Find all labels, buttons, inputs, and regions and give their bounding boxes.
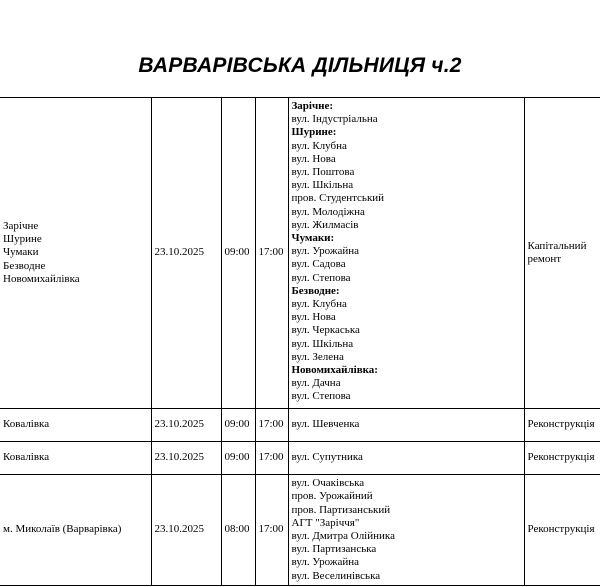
street-name: вул. Шкільна [291, 337, 354, 350]
work-type-cell: Капітальний ремонт [524, 98, 600, 409]
street-name: вул. Жилмасів [291, 218, 359, 231]
settlement-header: Чумаки: [291, 232, 335, 245]
settlement-header: Безводне: [291, 284, 340, 297]
start-time-cell: 08:00 [221, 475, 255, 586]
settlements-cell [0, 98, 151, 409]
end-time-cell: 17:00 [255, 442, 288, 475]
table-row [0, 98, 600, 409]
settlement-name: Безводне [3, 259, 46, 272]
settlement-header: Новомихайлівка: [291, 364, 378, 377]
street-name: вул. Степова [291, 390, 351, 403]
start-time-cell: 09:00 [221, 409, 255, 442]
date-cell: 23.10.2025 [151, 409, 221, 442]
work-type-cell: Реконструкція [524, 409, 600, 442]
settlement-name: Шурине [3, 233, 42, 246]
work-type-cell: Реконструкція [524, 475, 600, 586]
table-row [0, 409, 600, 442]
page-title: ВАРВАРІВСЬКА ДІЛЬНИЦЯ ч.2 [138, 54, 462, 77]
table-row [0, 475, 600, 586]
settlements-cell [0, 409, 151, 442]
settlement-header: Шурине: [291, 126, 337, 139]
street-name: пров. Урожайний [291, 490, 373, 503]
start-time-cell: 09:00 [221, 442, 255, 475]
addresses-cell [288, 98, 524, 409]
street-name: вул. Шкільна [291, 179, 354, 192]
street-name: вул. Садова [291, 258, 346, 271]
street-name: вул. Урожайна [291, 556, 360, 569]
street-name: вул. Клубна [291, 298, 347, 311]
street-name: вул. Черкаська [291, 324, 360, 337]
settlement-name: Ковалівка [3, 418, 50, 431]
settlement-header: Зарічне: [291, 100, 334, 112]
work-type-cell: Реконструкція [524, 442, 600, 475]
street-name: АГТ "Заріччя" [291, 516, 360, 529]
outage-schedule-table [0, 97, 600, 586]
street-name: пров. Студентський [291, 192, 385, 205]
street-name: вул. Урожайна [291, 245, 360, 258]
street-name: вул. Очаківська [291, 477, 365, 490]
end-time-cell: 17:00 [255, 409, 288, 442]
street-name: вул. Супутника [291, 451, 363, 464]
settlement-name: Чумаки [3, 246, 39, 259]
addresses-cell [288, 475, 524, 586]
street-name: вул. Молодіжна [291, 205, 365, 218]
start-time-cell: 09:00 [221, 98, 255, 409]
street-name: вул. Партизанська [291, 543, 377, 556]
street-name: вул. Дмитра Олійника [291, 530, 395, 542]
street-name: вул. Клубна [291, 139, 347, 152]
settlement-name: Ковалівка [3, 451, 50, 464]
table-row [0, 442, 600, 475]
settlement-name: Зарічне [3, 219, 39, 232]
date-cell: 23.10.2025 [151, 442, 221, 475]
street-name: вул. Поштова [291, 166, 355, 179]
addresses-cell [288, 409, 524, 442]
street-name: вул. Веселинівська [291, 569, 381, 582]
street-name: вул. Зелена [291, 350, 344, 363]
end-time-cell: 17:00 [255, 98, 288, 409]
settlements-cell [0, 475, 151, 586]
street-name: пров. Партизанський [291, 503, 391, 516]
street-name: вул. Нова [291, 311, 336, 324]
street-name: вул. Степова [291, 271, 351, 284]
street-name: вул. Шевченка [291, 418, 360, 431]
settlements-cell [0, 442, 151, 475]
end-time-cell: 17:00 [255, 475, 288, 586]
street-name: вул. Нова [291, 152, 336, 165]
street-name: вул. Індустріальна [291, 113, 378, 126]
street-name: вул. Дачна [291, 377, 341, 390]
date-cell: 23.10.2025 [151, 98, 221, 409]
addresses-cell [288, 442, 524, 475]
settlement-name: Новомихайлівка [3, 272, 80, 285]
date-cell: 23.10.2025 [151, 475, 221, 586]
settlement-name: м. Миколаїв (Варварівка) [3, 523, 122, 536]
